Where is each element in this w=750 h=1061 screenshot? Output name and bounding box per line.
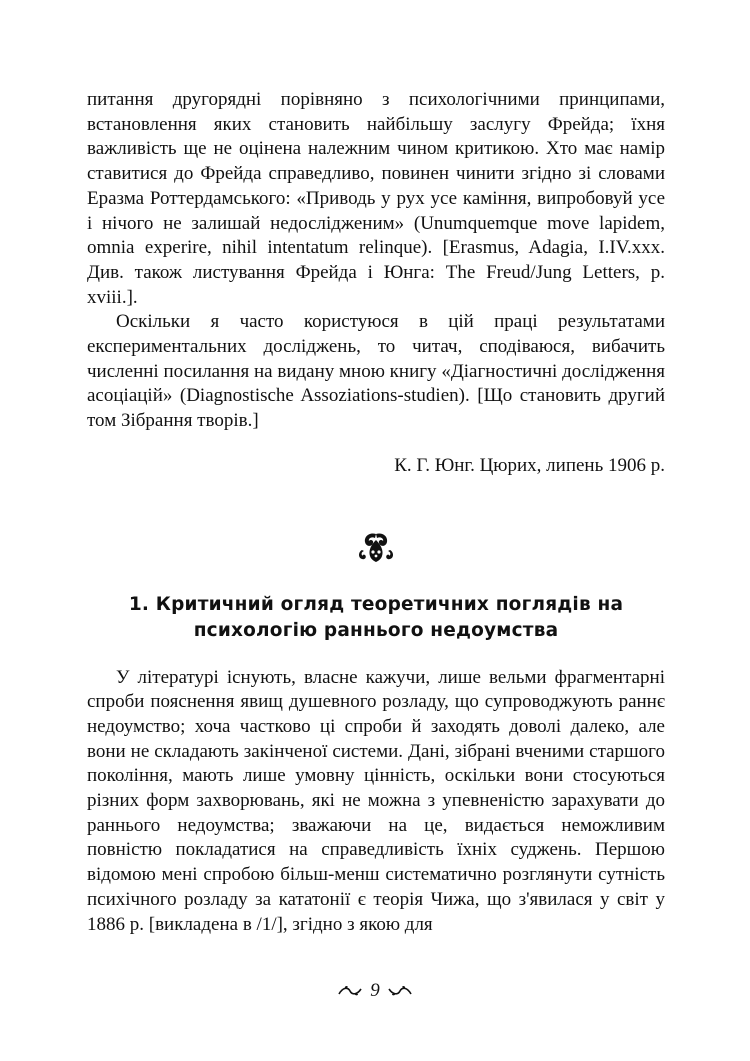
page-number: 9 bbox=[370, 980, 380, 1001]
page-footer bbox=[0, 980, 750, 1002]
page-content bbox=[87, 88, 665, 937]
intro-paragraph: питання другорядні порівняно з психологічними принципами, встановлення яких становить найбільшу заслугу Фрейда; їхня важливість ще не оцінена належним чином критикою. Хто має намір ставитися до Фрейда справедливо, повинен чинити згідно зі словами Еразма Роттердамського: «Приводь у рух усе каміння, випробовуй усе і нічого не залишай недослідженим» (Unumquemque move lapidem, omnia experire, nihil intentatum relinque). [Erasmus, Adagia, I.IV.xxx. Див. також листування Фрейда і Юнга: The Freud/Jung Letters, p. xviii.]. bbox=[87, 89, 665, 308]
second-paragraph: Оскільки я часто користуюся в цій праці результатами експериментальних досліджень, то читач, сподіваюся, вибачить численні посилання на видану мною книгу «Діагностичні дослідження асоціацій» (Diagnostische Assoziations-studien). [Що становить другий том Зібрання творів.] bbox=[87, 311, 665, 432]
vine-flourish-right-icon bbox=[388, 985, 412, 997]
floral-ornament-icon bbox=[356, 530, 396, 564]
signature: К. Г. Юнг. Цюрих, липень 1906 р. bbox=[394, 454, 665, 476]
chapter-heading-line2: психологію раннього недоумства bbox=[193, 619, 559, 641]
chapter-heading bbox=[87, 592, 665, 644]
vine-flourish-left-icon bbox=[338, 985, 362, 997]
chapter-paragraph: У літературі існують, власне кажучи, лише вельми фрагментарні спроби пояснення явищ душевного розладу, що супроводжують раннє недоумство; хоча частково ці спроби й заходять доволі далеко, але вони не складають закінченої системи. Дані, зібрані вченими старшого покоління, мають лише умовну цінність, оскільки вони стосуються різних форм захворювань, які не можна з упевненістю зарахувати до раннього недоумства; зважаючи на це, видається неможливим повністю покладатися на справедливість їхніх суджень. Першою відомою мені спробою більш-менш систематично розглянути сутність психічного розладу за кататонії є теорія Чижа, що з'явилася у світ у 1886 р. [викладена в /1/], згідно з якою для bbox=[87, 666, 665, 935]
ornament bbox=[87, 530, 665, 570]
chapter-heading-line1: 1. Критичний огляд теоретичних поглядів на bbox=[128, 593, 624, 615]
